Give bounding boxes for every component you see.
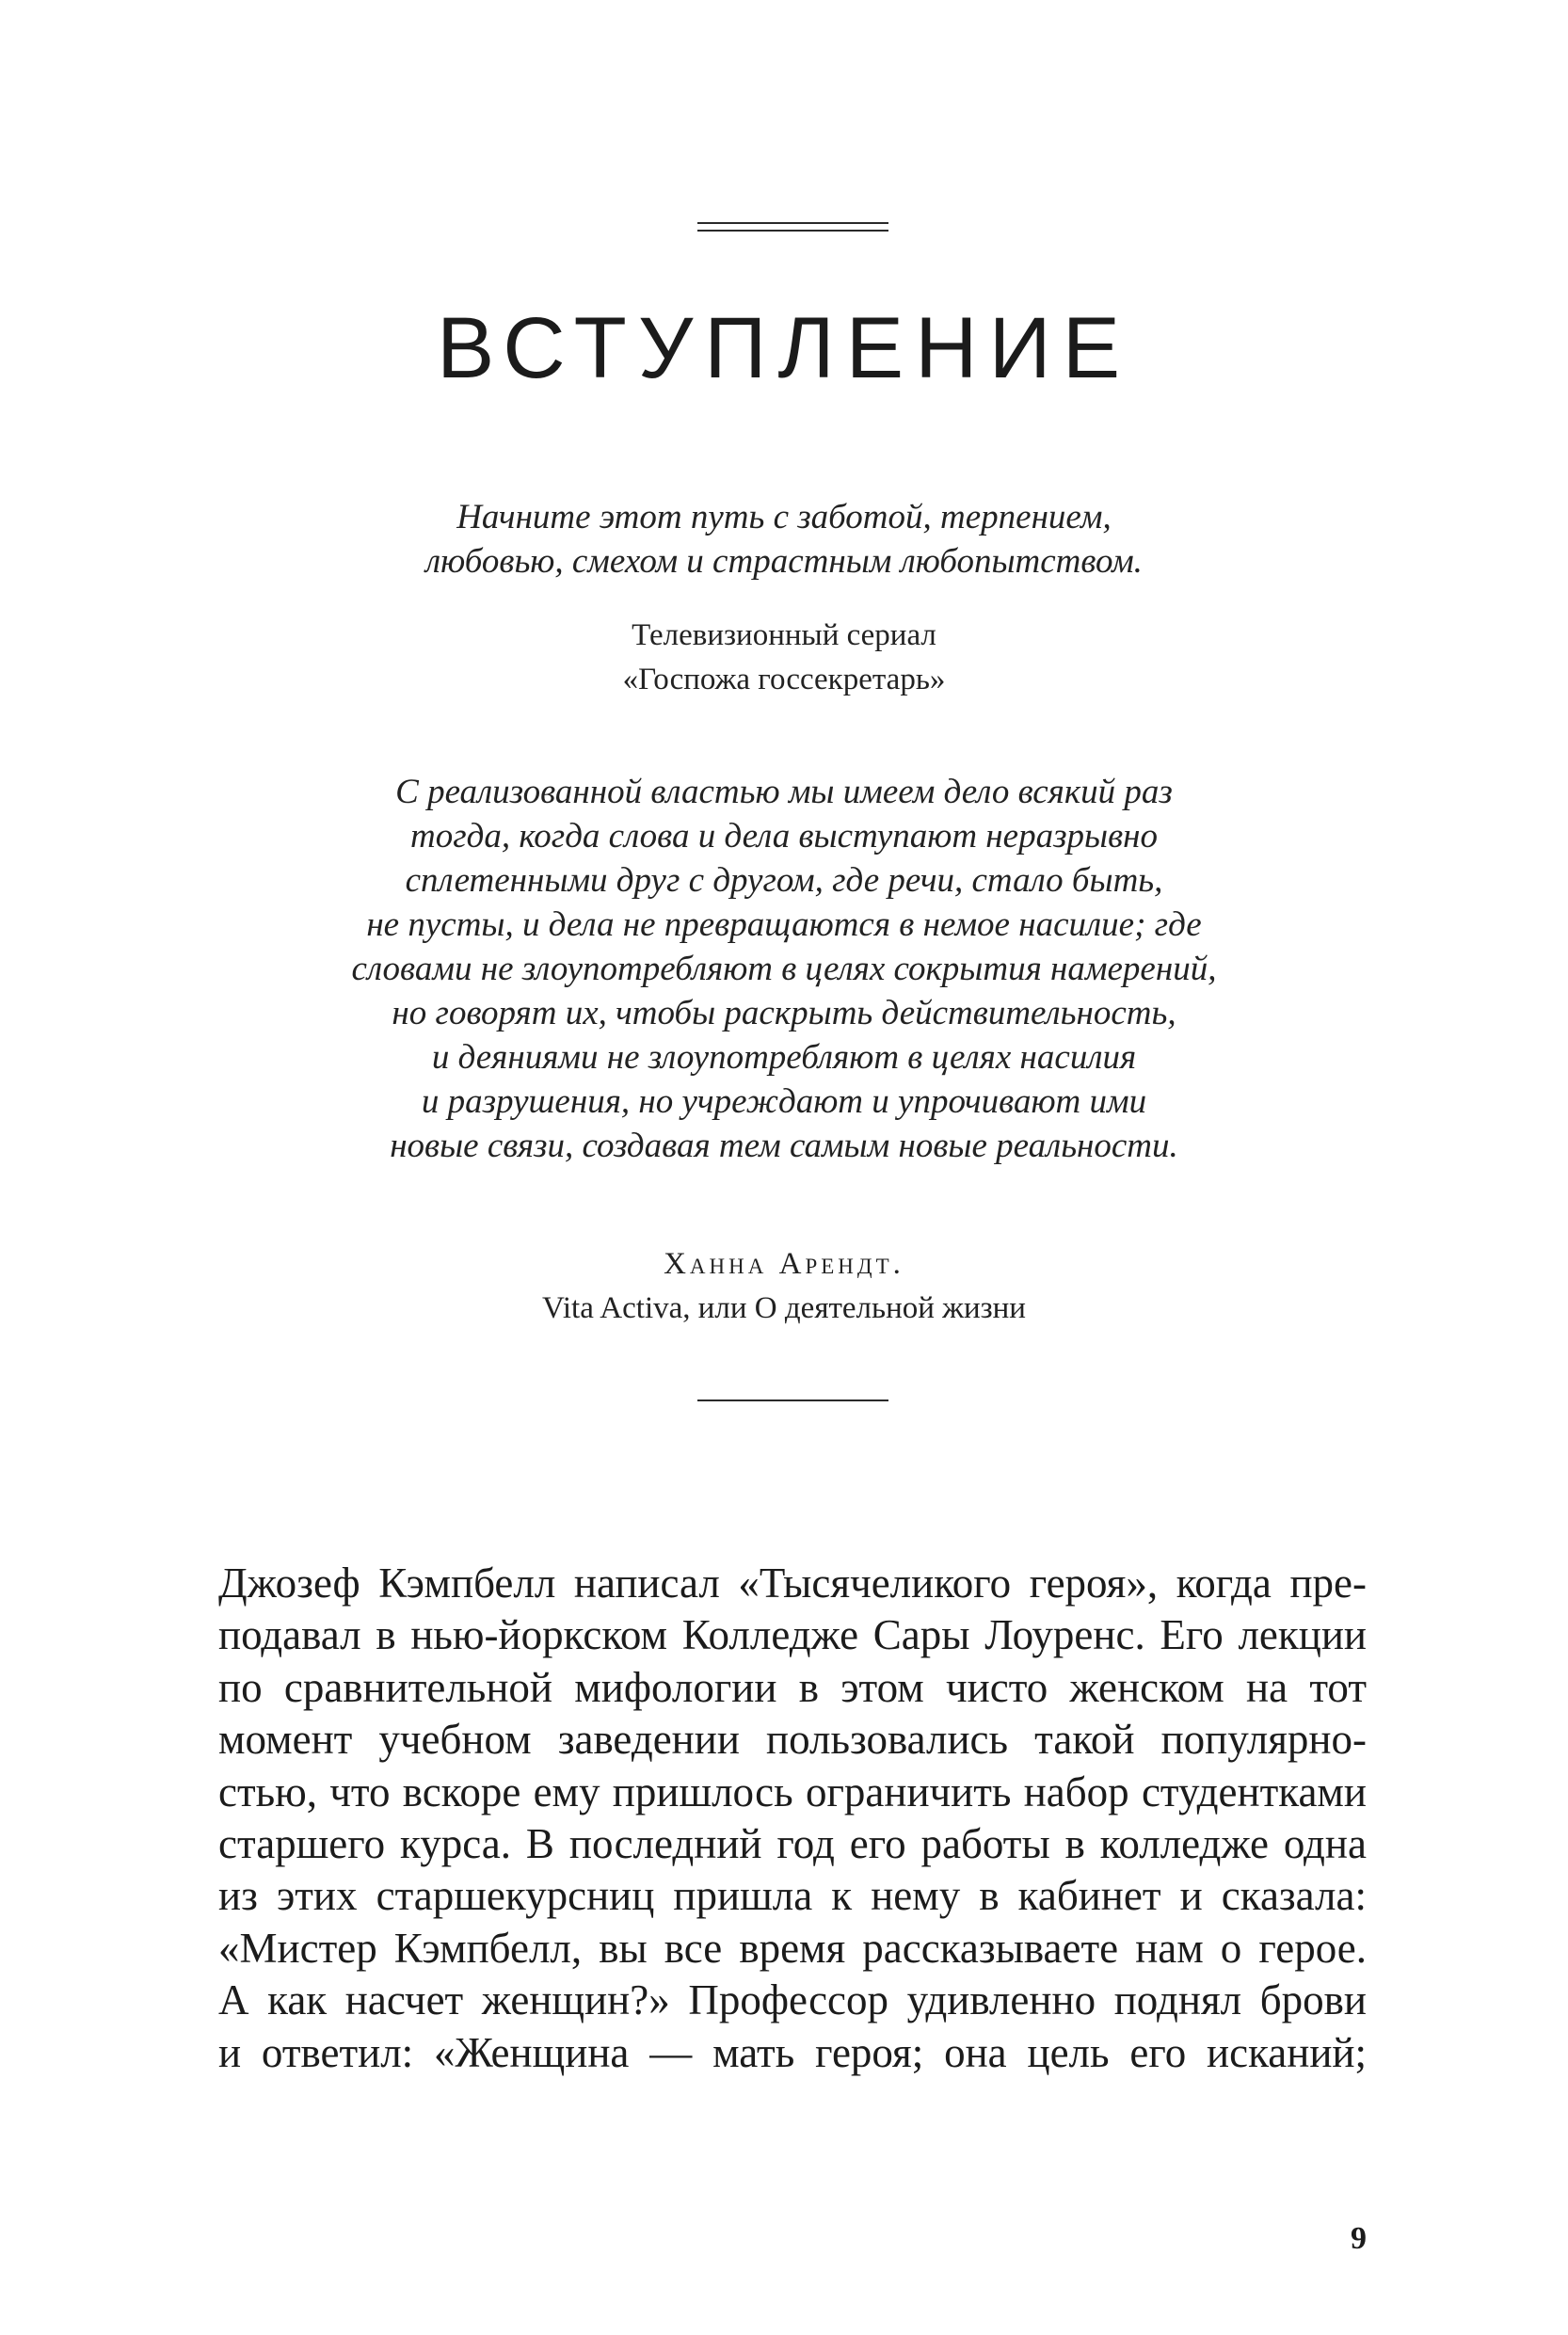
decorative-rule — [697, 1399, 888, 1401]
page-number: 9 — [1351, 2221, 1367, 2256]
epigraph-1-source — [0, 614, 1568, 702]
epigraph-line: новые связи, создавая тем самым новые реальности. — [390, 1127, 1178, 1165]
epigraph-line: не пусты, и дела не превращаются в немое насилие; где — [366, 905, 1202, 944]
epigraph-line: и деяниями не злоупотребляют в целях насилия — [431, 1038, 1137, 1077]
epigraph-line: любовью, смехом и страстным любопытством. — [425, 542, 1143, 581]
epigraph-source-line: «Госпожа госсекретарь» — [622, 663, 946, 696]
body-line: А как насчет женщин?» Профессор удивленно поднял брови — [218, 1976, 1367, 2024]
epigraph-line: и разрушения, но учреждают и упрочивают ими — [421, 1082, 1147, 1121]
body-line: по сравнительной мифологии в этом чисто женском на тот — [218, 1663, 1367, 1711]
epigraph-1-quote — [0, 495, 1568, 584]
epigraph-line: сплетенными друг с другом, где речи, стало быть, — [405, 861, 1163, 900]
epigraph-author: Ханна Арендт. — [664, 1247, 904, 1281]
epigraph-line: но говорят их, чтобы раскрыть действительность, — [392, 994, 1176, 1032]
body-line: стью, что вскоре ему пришлось ограничить набор студентками — [218, 1767, 1367, 1815]
epigraph-work: Vita Activa, или О деятельной жизни — [542, 1291, 1026, 1325]
epigraph-2-source — [0, 1242, 1568, 1331]
body-line: «Мистер Кэмпбелл, вы все время рассказываете нам о герое. — [218, 1924, 1367, 1972]
epigraph-2-quote — [0, 770, 1568, 1168]
decorative-double-rule — [697, 222, 888, 232]
epigraph-source-line: Телевизионный сериал — [632, 618, 936, 652]
body-line: момент учебном заведении пользовались такой популярно- — [218, 1716, 1367, 1764]
body-paragraph — [218, 1558, 1367, 2079]
body-line: подавал в нью-йоркском Колледже Сары Лоуренс. Его лекции — [218, 1611, 1367, 1659]
epigraph-line: Начните этот путь с заботой, терпением, — [456, 498, 1112, 536]
body-line: и ответил: «Женщина — мать героя; она цель его исканий; — [218, 2028, 1367, 2076]
chapter-title: ВСТУПЛЕНИЕ — [436, 300, 1132, 396]
epigraph-line: тогда, когда слова и дела выступают неразрывно — [409, 817, 1158, 856]
body-line: из этих старшекурсниц пришла к нему в кабинет и сказала: — [218, 1872, 1367, 1920]
epigraph-line: С реализованной властью мы имеем дело всякий раз — [395, 773, 1173, 811]
body-line: старшего курса. В последний год его работы в колледже одна — [218, 1820, 1367, 1868]
body-line: Джозеф Кэмпбелл написал «Тысячеликого героя», когда пре- — [218, 1559, 1367, 1607]
epigraph-line: словами не злоупотребляют в целях сокрытия намерений, — [351, 950, 1217, 988]
